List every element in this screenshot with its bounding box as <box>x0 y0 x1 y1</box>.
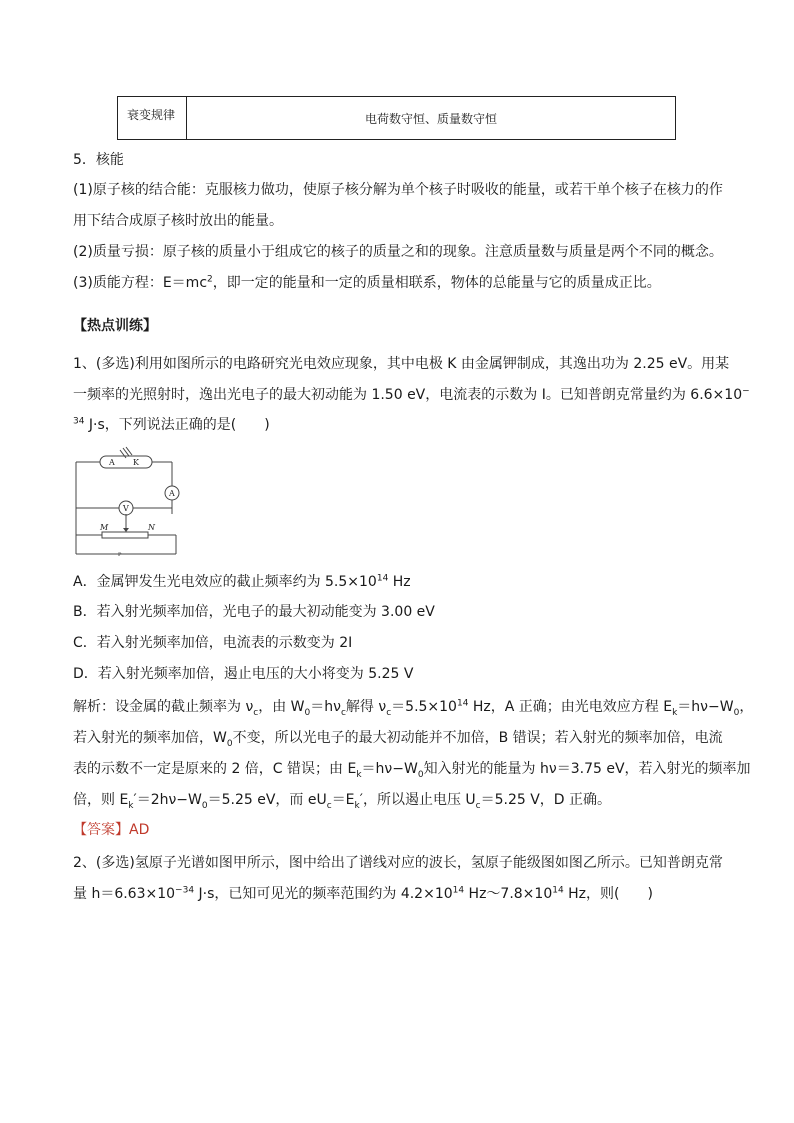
q1-option-c: C．若入射光频率加倍，电流表的示数变为 2I <box>73 635 353 651</box>
terminal-n-label: N <box>148 523 155 532</box>
hot-training-title: 【热点训练】 <box>73 318 157 334</box>
section5-p2: (2)质量亏损：原子核的质量小于组成它的核子的质量之和的现象。注意质量数与质量是两个不同的概念。 <box>73 244 723 260</box>
q1-option-d: D．若入射光频率加倍，遏止电压的大小将变为 5.25 V <box>73 666 414 682</box>
q1-answer: 【答案】AD <box>73 822 150 838</box>
q1-analysis-line3: 表的示数不一定是原来的 2 倍，C 错误；由 $E_k=h\nu-W_0$知入射光的能量为 hν＝3.75 eV，若入射光的频率加 <box>73 761 751 780</box>
ammeter-label: A <box>169 489 175 498</box>
table-value-cell: 电荷数守恒、质量数守恒 <box>364 111 497 126</box>
q1-line3: $^{34}$ J·s，下列说法正确的是( ) <box>73 416 270 433</box>
q1-analysis-line4: 倍，则 $E_k'=2h\nu-W_0=5.25$ eV，而 $eU_c=E_k'$，所以遏止电压 $U_c=5.25$ V，D 正确。 <box>73 792 612 811</box>
q2-line2: 量 $h=6.63\times 10^{-34}$ J·s，已知可见光的频率范围约为 $4.2\times 10^{14}$ $Hz\sim 7.8\times 10^{14}$ Hz，则( ) <box>73 885 653 902</box>
table-label-cell: 衰变规律 <box>118 97 187 139</box>
terminal-p-label: P <box>118 552 122 558</box>
q1-line1: 1、(多选)利用如图所示的电路研究光电效应现象，其中电极 K 由金属钾制成，其逸出功为 2.25 eV。用某 <box>73 356 730 372</box>
decay-rule-table <box>117 96 676 140</box>
photoelectric-circuit-diagram <box>72 444 182 558</box>
section5-p1b: 用下结合成原子核时放出的能量。 <box>73 213 283 229</box>
q1-analysis-line1: 解析：设金属的截止频率为 $\nu_c$，由 $W_0=h\nu_c$解得 $\nu_c=5.5\times 10^{14}$ Hz，A 正确；由光电效应方程 $E_k=h\nu-W_0$， <box>73 698 754 718</box>
terminal-m-label: M <box>100 523 109 532</box>
slider-arrow <box>123 528 129 532</box>
section5-p3: (3)质能方程：$E=mc^2$，即一定的能量和一定的质量相联系，物体的总能量与它的质量成正比。 <box>73 274 661 291</box>
section5-p1a: (1)原子核的结合能：克服核力做功，使原子核分解为单个核子时吸收的能量，或若干单个核子在核力的作 <box>73 182 723 198</box>
voltmeter-label: V <box>123 504 129 513</box>
section5-title: 5．核能 <box>73 152 124 168</box>
q2-line1: 2、(多选)氢原子光谱如图甲所示，图中给出了谱线对应的波长，氢原子能级图如图乙所示。已知普朗克常 <box>73 855 723 871</box>
electrode-a-label: A <box>109 458 115 467</box>
q1-option-b: B．若入射光频率加倍，光电子的最大初动能变为 3.00 eV <box>73 604 435 620</box>
q1-analysis-line2: 若入射光的频率加倍，$W_0$不变，所以光电子的最大初动能并不加倍，B 错误；若入射光的频率加倍，电流 <box>73 730 723 749</box>
electrode-k-label: K <box>133 458 139 467</box>
q1-option-a: A．金属钾发生光电效应的截止频率约为 $5.5\times 10^{14}$ Hz <box>73 573 411 590</box>
q1-line2: 一频率的光照射时，逸出光电子的最大初动能为 1.50 eV，电流表的示数为 I。已知普朗克常量约为 6.6×10− <box>73 386 750 403</box>
